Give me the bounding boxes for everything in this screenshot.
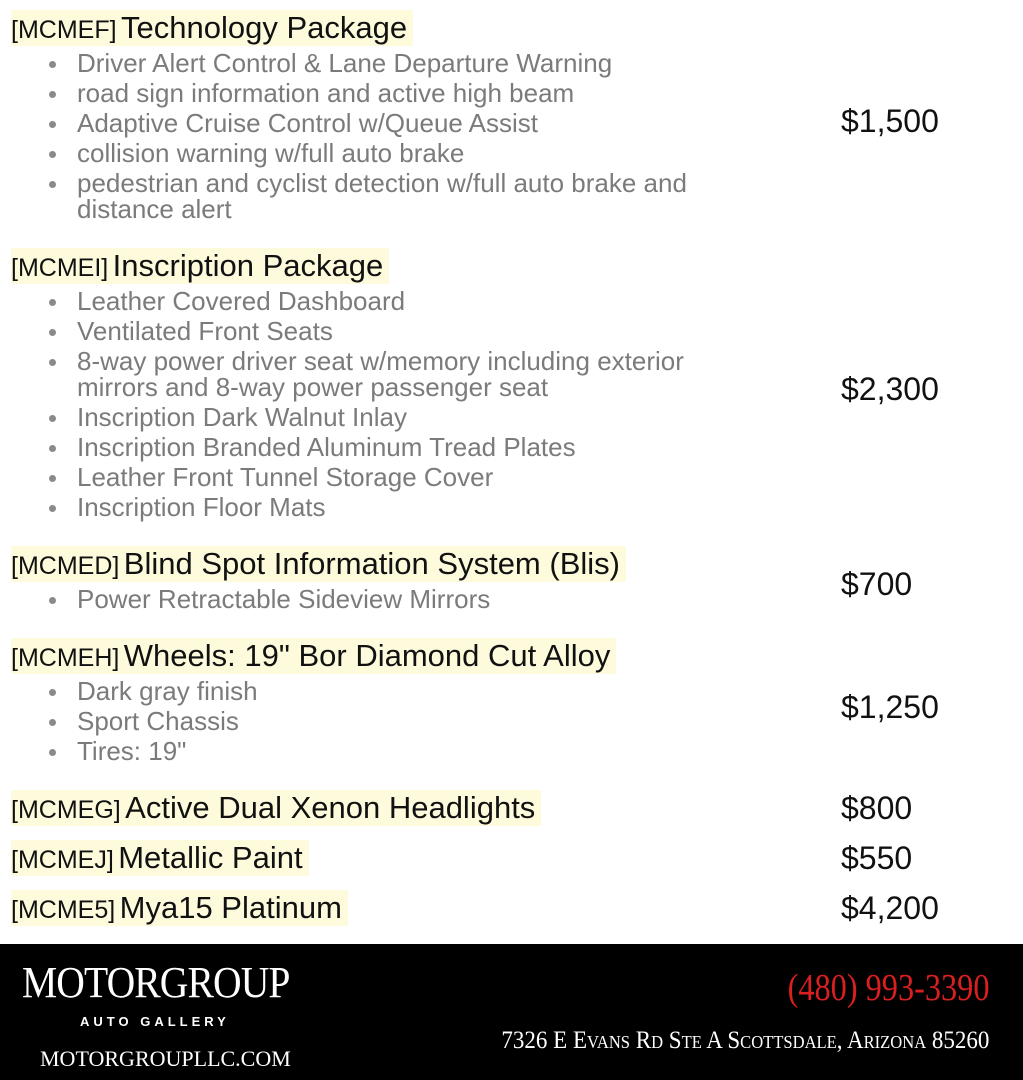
bullet-icon: [49, 299, 56, 306]
bullet-icon: [49, 475, 56, 482]
feature-item: Inscription Floor Mats: [77, 494, 797, 520]
feature-item: Adaptive Cruise Control w/Queue Assist: [77, 110, 797, 136]
bullet-icon: [49, 719, 56, 726]
package-title: [11, 890, 348, 926]
package-title: [11, 10, 413, 46]
package-name: Metallic Paint: [118, 840, 303, 875]
dealer-address: 7326 E Evans Rd Ste A Scottsdale, Arizona 85260: [501, 1027, 989, 1054]
package-title: [11, 840, 309, 876]
feature-item: Power Retractable Sideview Mirrors: [77, 586, 797, 612]
dealer-phone[interactable]: (480) 993-3390: [787, 967, 989, 1009]
bullet-icon: [49, 181, 56, 188]
package-name: Mya15 Platinum: [119, 890, 342, 925]
package-code: [MCMEI]: [11, 254, 109, 282]
package-price: $800: [841, 790, 913, 826]
package-price: $550: [841, 840, 913, 876]
package-price: $4,200: [841, 890, 939, 926]
package-price: $1,250: [841, 689, 939, 725]
dealer-website-link[interactable]: MOTORGROUPLLC.COM: [40, 1046, 291, 1071]
package-code: [MCMED]: [11, 552, 120, 580]
bullet-icon: [49, 445, 56, 452]
package-title: [11, 248, 389, 284]
dealer-footer: [0, 944, 1023, 1080]
dealer-logo: MOTORGROUP: [22, 958, 290, 1007]
bullet-icon: [49, 749, 56, 756]
package-code: [MCMEG]: [11, 796, 121, 824]
feature-item: Leather Front Tunnel Storage Cover: [77, 464, 797, 490]
package-title: [11, 546, 626, 582]
bullet-icon: [49, 329, 56, 336]
package-name: Blind Spot Information System (Blis): [123, 546, 620, 581]
feature-item: Dark gray finish: [77, 678, 797, 704]
feature-item: 8-way power driver seat w/memory including exterior mirrors and 8-way power passenger seat: [77, 348, 767, 400]
feature-item: Sport Chassis: [77, 708, 797, 734]
bullet-icon: [49, 415, 56, 422]
package-code: [MCMEH]: [11, 644, 120, 672]
package-title: [11, 790, 541, 826]
bullet-icon: [49, 505, 56, 512]
dealer-logo-subtitle: AUTO GALLERY: [80, 1014, 230, 1029]
feature-item: pedestrian and cyclist detection w/full auto brake and distance alert: [77, 170, 767, 222]
feature-item: Driver Alert Control & Lane Departure Warning: [77, 50, 797, 76]
bullet-icon: [49, 61, 56, 68]
package-price: $2,300: [841, 371, 939, 407]
package-price: $700: [841, 566, 913, 602]
bullet-icon: [49, 121, 56, 128]
bullet-icon: [49, 597, 56, 604]
feature-item: Inscription Branded Aluminum Tread Plates: [77, 434, 797, 460]
feature-item: Leather Covered Dashboard: [77, 288, 797, 314]
package-name: Technology Package: [121, 10, 408, 45]
feature-item: collision warning w/full auto brake: [77, 140, 797, 166]
package-name: Wheels: 19" Bor Diamond Cut Alloy: [123, 638, 611, 673]
package-name: Inscription Package: [112, 248, 384, 283]
feature-item: Tires: 19": [77, 738, 797, 764]
bullet-icon: [49, 151, 56, 158]
package-code: [MCMEJ]: [11, 846, 114, 874]
feature-item: Ventilated Front Seats: [77, 318, 797, 344]
package-title: [11, 638, 616, 674]
package-name: Active Dual Xenon Headlights: [125, 790, 536, 825]
feature-item: Inscription Dark Walnut Inlay: [77, 404, 797, 430]
package-price: $1,500: [841, 103, 939, 139]
bullet-icon: [49, 91, 56, 98]
feature-item: road sign information and active high beam: [77, 80, 797, 106]
package-code: [MCMEF]: [11, 16, 117, 44]
package-code: [MCME5]: [11, 896, 116, 924]
bullet-icon: [49, 689, 56, 696]
bullet-icon: [49, 359, 56, 366]
